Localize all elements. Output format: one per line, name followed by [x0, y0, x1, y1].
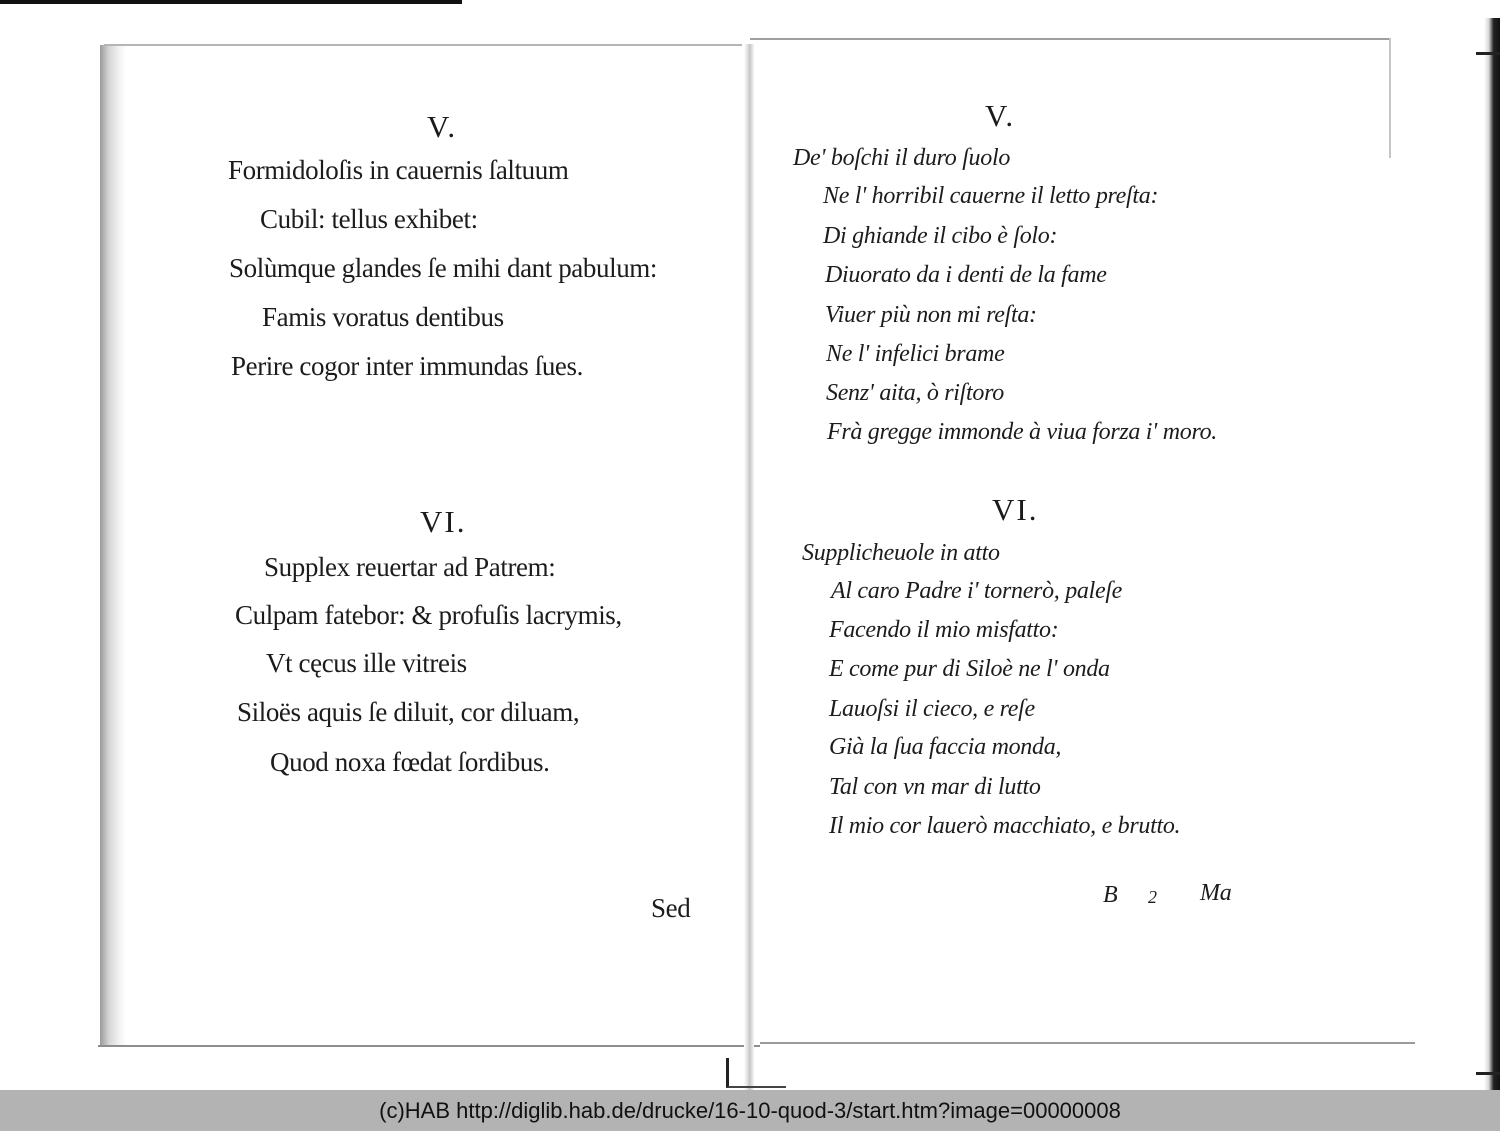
- verse-line: Senz' aita, ò riſtoro: [826, 380, 1004, 406]
- verse-line: Diuorato da i denti de la fame: [825, 262, 1107, 288]
- verse-line: Cubil: tellus exhibet:: [260, 204, 478, 234]
- verse-line: Perire cogor inter immundas ſues.: [231, 351, 583, 381]
- credit-footer: [0, 1090, 1500, 1131]
- right-page-bottom-edge: [760, 1042, 1415, 1044]
- left-page-bottom-edge: [98, 1045, 760, 1047]
- verse-line: Al caro Padre i' tornerò, paleſe: [831, 578, 1123, 604]
- stanza-numeral: V.: [427, 109, 458, 144]
- verse-line: E come pur di Siloè ne l' onda: [829, 656, 1110, 682]
- verse-line: Lauoſsi il cieco, e reſe: [829, 696, 1035, 722]
- verse-line: Supplex reuertar ad Patrem:: [264, 552, 556, 582]
- cover-mark: [1476, 52, 1500, 55]
- verse-line: Vt cęcus ille vitreis: [266, 648, 467, 678]
- spine-clip: [726, 1058, 786, 1088]
- scan-top-edge: [0, 0, 462, 4]
- credit-url-text: (c)HAB http://diglib.hab.de/drucke/16-10-quod-3/start.htm?image=00000008: [379, 1097, 1121, 1123]
- verse-line: Siloës aquis ſe diluit, cor diluam,: [237, 697, 580, 727]
- stanza-numeral: VI.: [420, 504, 467, 539]
- verse-line: Quod noxa fœdat ſordibus.: [270, 747, 550, 777]
- book-gutter: [744, 44, 754, 1090]
- verse-line: Tal con vn mar di lutto: [829, 774, 1041, 800]
- stanza-numeral: VI.: [992, 492, 1039, 527]
- verse-line: Facendo il mio misfatto:: [829, 617, 1059, 643]
- verse-line: De' boſchi il duro ſuolo: [793, 145, 1011, 171]
- book-cover-edge: [1484, 18, 1500, 1090]
- verse-line: Ne l' infelici brame: [826, 341, 1005, 367]
- verse-line: Culpam fatebor: & profuſis lacrymis,: [235, 600, 622, 630]
- signature-mark-number: 2: [1148, 887, 1157, 907]
- verse-line: Formidoloſis in cauernis ſaltuum: [228, 155, 569, 185]
- right-page-side-edge: [1389, 38, 1391, 158]
- verse-line: Famis voratus dentibus: [262, 302, 504, 332]
- verse-line: Frà gregge immonde à viua forza i' moro.: [827, 419, 1217, 445]
- verse-line: Viuer più non mi reſta:: [825, 302, 1037, 328]
- verse-line: Supplicheuole in atto: [802, 540, 1000, 566]
- catchword: Ma: [1200, 880, 1232, 906]
- verse-line: Di ghiande il cibo è ſolo:: [823, 223, 1058, 249]
- stanza-numeral: V.: [985, 98, 1016, 133]
- left-page-edge-shadow: [100, 45, 126, 1045]
- signature-mark-letter: B: [1103, 882, 1118, 908]
- right-page-top-edge: [750, 38, 1390, 40]
- left-page-top-edge: [104, 44, 742, 46]
- verse-line: Il mio cor lauerò macchiato, e brutto.: [829, 813, 1181, 839]
- cover-mark: [1476, 1072, 1500, 1075]
- verse-line: Ne l' horribil cauerne il letto preſta:: [823, 183, 1159, 209]
- verse-line: Già la ſua faccia monda,: [829, 734, 1062, 760]
- catchword: Sed: [651, 893, 691, 923]
- verse-line: Solùmque glandes ſe mihi dant pabulum:: [229, 253, 657, 283]
